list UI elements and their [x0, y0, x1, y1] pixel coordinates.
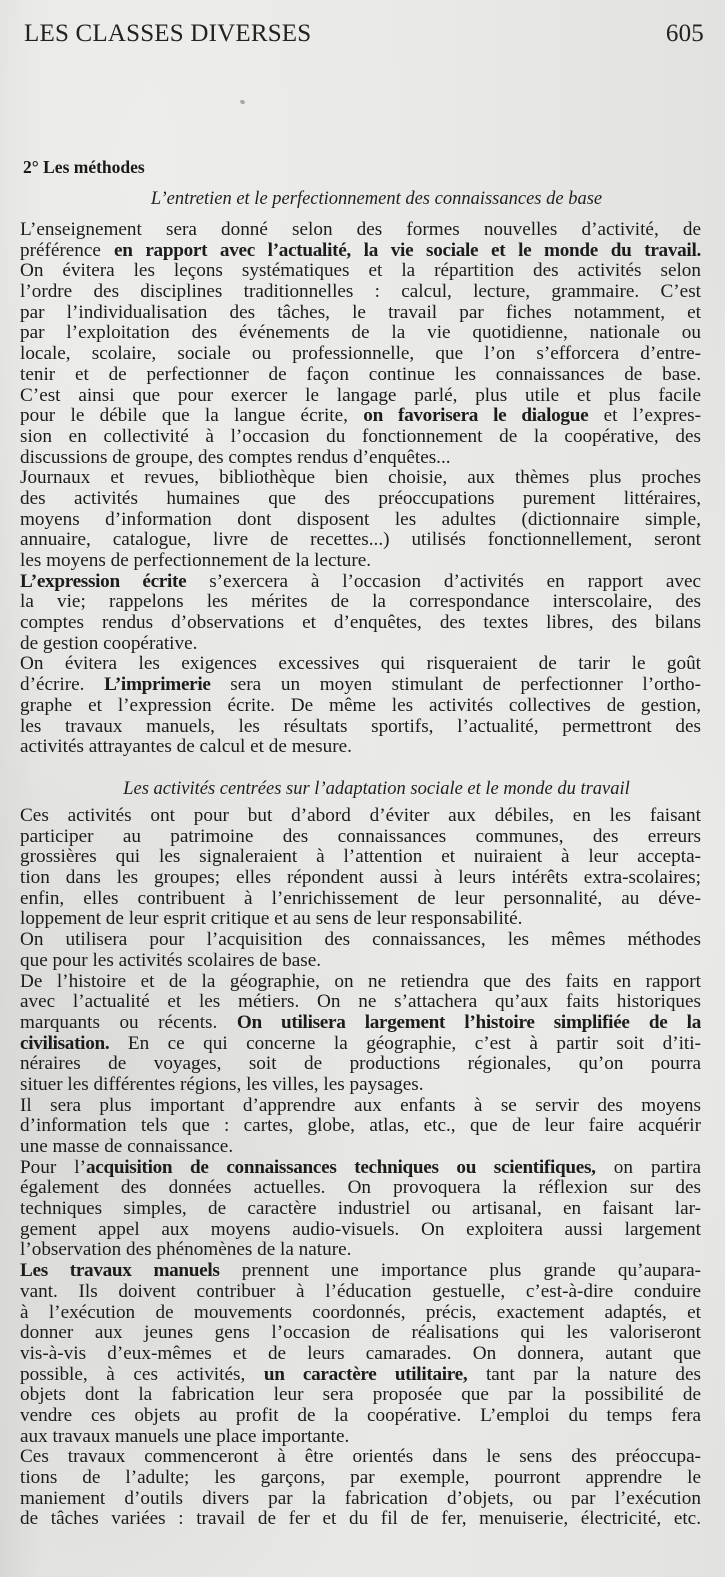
text-line [20, 1468, 701, 1489]
text-run: annuaire, catalogue, livre de recettes...) utilisés fonctionnellement, seront [20, 530, 701, 551]
text-line [20, 717, 701, 738]
text-run: C’est ainsi que pour exercer le langage parlé, plus utile et plus facile [20, 385, 701, 406]
text-run: De l’histoire et de la géographie, on ne retiendra que des faits en rapport [20, 971, 701, 992]
text-line [20, 972, 701, 993]
text-run: comptes rendus d’observations et d’enquêtes, des textes libres, des bilans [20, 613, 701, 634]
text-run: à l’exécution de mouvements coordonnés, précis, exactement adaptés, et [20, 1302, 701, 1323]
text-line [20, 344, 701, 365]
text-line [20, 868, 701, 889]
text-line [20, 1509, 701, 1530]
text-line [20, 572, 701, 593]
text-run: tion dans les groupes; elles répondent aussi à leurs intérêts extra-scolaires; [20, 868, 701, 889]
text-run: situer les différentes régions, les villes, les paysages. [20, 1074, 424, 1095]
text-line [20, 827, 701, 848]
text-line [20, 1116, 701, 1137]
text-run: tenir et de perfectionner de façon continue les connaissances de base. [20, 364, 701, 385]
text-run: pour le débile que la langue écrite, [20, 406, 364, 427]
text-line [20, 220, 701, 241]
text-run: néraires de voyages, soit de productions régionales, qu’on pourra [20, 1054, 701, 1075]
text-run: vis-à-vis d’eux-mêmes et de leurs camarades. On donnera, autant que [20, 1343, 701, 1364]
body-text-social-adaptation [20, 806, 701, 1530]
text-run: L’enseignement sera donné selon des formes nouvelles d’activité, de [20, 220, 701, 240]
text-run: Pour l’ [20, 1157, 87, 1178]
text-line [20, 1178, 701, 1199]
text-run: des activités humaines que des préoccupations purement littéraires, [20, 488, 701, 509]
text-line [20, 1365, 701, 1386]
text-run: maniement d’outils divers par la fabrication d’objets, ou par l’exécution [20, 1488, 701, 1509]
text-line [20, 510, 701, 531]
body-text-basics [20, 220, 701, 758]
text-line [20, 551, 701, 572]
text-line [20, 634, 701, 655]
text-run: techniques simples, de caractère industriel ou artisanal, en faisant lar- [20, 1199, 701, 1220]
text-line [20, 992, 701, 1013]
text-run: discussions de groupe, des comptes rendus d’enquêtes... [20, 447, 451, 468]
text-line [20, 1013, 701, 1034]
text-line [20, 1385, 701, 1406]
bold-emphasis: on favorisera le dialogue [363, 406, 589, 427]
text-run: graphe et l’expression écrite. De même les activités collectives de gestion, [20, 695, 701, 716]
running-header [24, 20, 704, 48]
text-run: par l’exploitation des événements de la vie quotidienne, nationale ou [20, 323, 701, 344]
text-line [20, 406, 701, 427]
text-line [20, 1137, 701, 1158]
bold-emphasis: en rapport avec l’actualité, la vie sociale et le monde du travail. [113, 240, 701, 261]
text-run: enfin, elles contribuent à l’enrichissement de leur personnalité, au déve- [20, 888, 701, 909]
subsection-heading-basics: L’entretien et le perfectionnement des connaissances de base [150, 189, 603, 209]
text-run: objets dont la fabrication leur sera proposée que par la possibilité de [20, 1385, 701, 1406]
bold-emphasis: acquisition de connaissances techniques ou scientifiques, [86, 1157, 596, 1178]
text-line [20, 889, 701, 910]
text-run: Il sera plus important d’apprendre aux enfants à se servir des moyens [20, 1095, 701, 1116]
text-line [20, 427, 701, 448]
text-line [20, 696, 701, 717]
text-run: d’information tels que : cartes, globe, atlas, etc., que de leur faire acquérir [20, 1116, 701, 1137]
text-run: locale, scolaire, sociale ou professionnelle, que l’on s’efforcera d’entre- [20, 344, 701, 365]
text-run: Ces activités ont pour but d’abord d’éviter aux débiles, en les faisant [20, 806, 701, 826]
text-line [20, 1427, 701, 1448]
text-run: On évitera les leçons systématiques et la répartition des activités selon [20, 261, 701, 282]
text-run: de gestion coopérative. [20, 633, 198, 654]
text-run: Journaux et revues, bibliothèque bien choisie, aux thèmes plus proches [20, 468, 701, 489]
text-run: et l’expres- [588, 406, 701, 427]
text-line [20, 675, 701, 696]
text-run: activités attrayantes de calcul et de mesure. [20, 737, 352, 758]
text-line [20, 365, 701, 386]
bold-emphasis: L’expression écrite [20, 571, 187, 592]
text-line [20, 448, 701, 469]
text-run: s’exercera à l’occasion d’activités en rapport avec [186, 571, 701, 592]
text-line [20, 909, 701, 930]
text-run: aux travaux manuels une place importante. [20, 1426, 350, 1447]
text-line [20, 930, 701, 951]
text-run: marquants ou récents. [20, 1012, 237, 1033]
text-run: l’observation des phénomènes de la nature. [20, 1240, 352, 1261]
text-line [20, 1489, 701, 1510]
text-line [20, 654, 701, 675]
text-line [20, 282, 701, 303]
text-line [20, 613, 701, 634]
text-run: prennent une importance plus grande qu’aupara- [219, 1261, 701, 1282]
text-line [20, 592, 701, 613]
text-run: sion en collectivité à l’occasion du fonctionnement de la coopérative, des [20, 426, 701, 447]
text-run: vendre ces objets au profit de la coopérative. L’emploi du temps fera [20, 1405, 701, 1426]
text-line [20, 1406, 701, 1427]
text-line [20, 1344, 701, 1365]
subsection-heading-social-adaptation: Les activités centrées sur l’adaptation sociale et le monde du travail [123, 779, 630, 799]
text-run: On utilisera pour l’acquisition des connaissances, les mêmes méthodes [20, 930, 701, 951]
text-line [20, 1323, 701, 1344]
text-run: possible, à ces activités, [20, 1364, 264, 1385]
text-line [20, 1220, 701, 1241]
text-run: les moyens de perfectionnement de la lecture. [20, 551, 372, 571]
text-line [20, 489, 701, 510]
text-run: On évitera les exigences excessives qui risqueraient de tarir le goût [20, 654, 701, 675]
text-run: de tâches variées : travail de fer et du fil de fer, menuiserie, électricité, etc. [20, 1509, 701, 1530]
text-run: d’écrire. [20, 675, 105, 696]
text-run: les travaux manuels, les résultats sportifs, l’actualité, permettront des [20, 716, 701, 737]
text-line [20, 1096, 701, 1117]
bold-emphasis: un caractère utilitaire, [263, 1364, 468, 1385]
bold-emphasis: civilisation. [20, 1033, 110, 1054]
text-run: tant par la nature des [467, 1364, 701, 1385]
bold-emphasis: On utilisera largement l’histoire simplifiée de la [236, 1012, 701, 1033]
paper-speck [239, 99, 245, 105]
section-title: 2° Les méthodes [23, 157, 145, 177]
text-run: participer au patrimoine des connaissances communes, des erreurs [20, 826, 701, 847]
text-line [20, 847, 701, 868]
text-line [20, 323, 701, 344]
text-run: grossières qui les signaleraient à l’attention et nuiraient à leur accepta- [20, 847, 701, 868]
text-run: que pour les activités scolaires de base. [20, 950, 322, 971]
text-run: l’ordre des disciplines traditionnelles : calcul, lecture, grammaire. C’est [20, 282, 701, 303]
text-line [20, 1034, 701, 1055]
running-title: LES CLASSES DIVERSES [24, 20, 312, 47]
text-run: loppement de leur esprit critique et au sens de leur responsabilité. [20, 909, 523, 930]
text-line [20, 468, 701, 489]
text-line [20, 241, 701, 262]
text-line [20, 1075, 701, 1096]
text-line [20, 1158, 701, 1179]
text-line [20, 1199, 701, 1220]
text-run: moyens d’information dont disposent les adultes (dictionnaire simple, [20, 509, 701, 530]
text-line [20, 1447, 701, 1468]
text-run: sera un moyen stimulant de perfectionner l’ortho- [210, 675, 701, 696]
text-line [20, 1261, 701, 1282]
text-run: avec l’actualité et les métiers. On ne s’attachera qu’aux faits historiques [20, 992, 701, 1013]
text-run: tions de l’adulte; les garçons, par exemple, pourront apprendre le [20, 1468, 701, 1488]
text-run: par l’individualisation des tâches, le travail par fiches notamment, et [20, 302, 701, 323]
text-run: une masse de connaissance. [20, 1137, 234, 1157]
text-line [20, 1303, 701, 1324]
text-line [20, 386, 701, 407]
text-run: préférence [20, 240, 114, 261]
text-line [20, 806, 701, 827]
text-run: gement appel aux moyens audio-visuels. On exploitera aussi largement [20, 1219, 701, 1240]
text-line [20, 737, 701, 758]
text-line [20, 1240, 701, 1261]
text-run: donner aux jeunes gens l’occasion de réalisations qui les valoriseront [20, 1323, 701, 1344]
text-line [20, 1054, 701, 1075]
text-run: également des données actuelles. On provoquera la réflexion sur des [20, 1178, 701, 1199]
text-run: la vie; rappelons les mérites de la correspondance interscolaire, des [20, 592, 701, 613]
text-run: En ce qui concerne la géographie, c’est à partir soit d’iti- [109, 1033, 701, 1054]
text-run: vant. Ils doivent contribuer à l’éducation gestuelle, c’est-à-dire conduire [20, 1281, 701, 1302]
text-line [20, 303, 701, 324]
bold-emphasis: Les travaux manuels [20, 1261, 220, 1282]
text-line [20, 530, 701, 551]
text-run: Ces travaux commenceront à être orientés dans le sens des préoccupa- [20, 1447, 701, 1468]
page-number: 605 [665, 20, 704, 47]
bold-emphasis: L’imprimerie [104, 675, 211, 696]
text-line [20, 261, 701, 282]
text-line [20, 1282, 701, 1303]
text-line [20, 951, 701, 972]
text-run: on partira [595, 1157, 701, 1178]
